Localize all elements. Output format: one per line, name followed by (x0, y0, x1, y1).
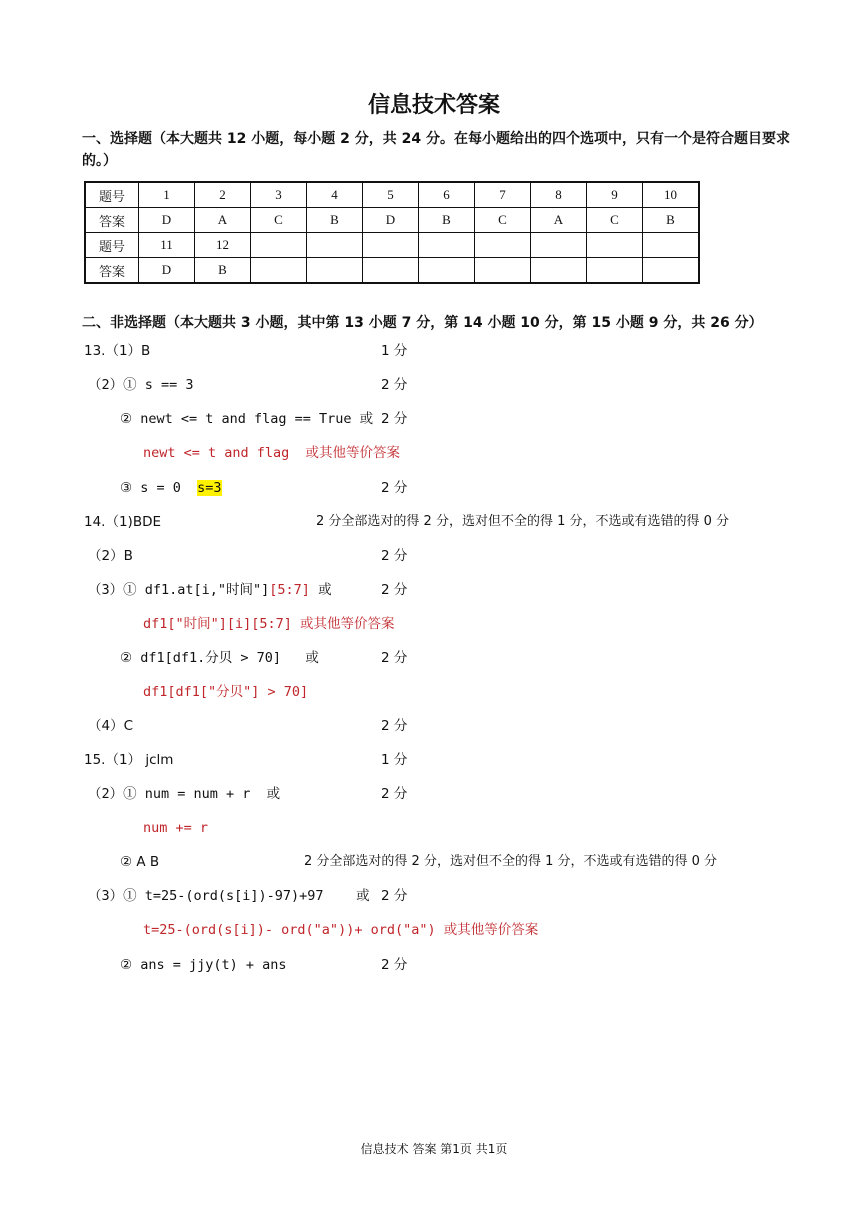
table-cell: 7 (475, 182, 531, 208)
table-cell (587, 258, 643, 284)
q14-part3-1-alt: df1["时间"][i][5:7] 或其他等价答案 (143, 616, 395, 632)
row-label: 题号 (85, 233, 139, 258)
table-cell: 2 (195, 182, 251, 208)
q14-part3-1-text: （3）① df1.at[i,"时间"] (88, 582, 270, 598)
q15-part1: 15.（1） jclm (84, 752, 174, 768)
table-cell (363, 233, 419, 258)
table-cell: A (531, 208, 587, 233)
table-cell: D (139, 258, 195, 284)
row-label: 答案 (85, 208, 139, 233)
q13-part2-2: ② newt <= t and flag == True 或 (120, 411, 374, 427)
q15-part2-2-note: 2 分全部选对的得 2 分，选对但不全的得 1 分，不选或有选错的得 0 分 (304, 854, 718, 869)
table-cell: C (251, 208, 307, 233)
page-footer: 信息技术 答案 第1页 共1页 (360, 1142, 508, 1156)
q14-part4-score: 2 分 (381, 718, 408, 734)
table-cell: 8 (531, 182, 587, 208)
q14-part1: 14.（1)BDE (84, 514, 162, 530)
table-cell (307, 233, 363, 258)
q15-part2-2: ② A B (120, 854, 160, 870)
table-cell: 6 (419, 182, 475, 208)
q14-part3-2-alt: df1[df1["分贝"] > 70] (143, 684, 309, 700)
q13-part2-1: （2）① s == 3 (88, 377, 194, 393)
q13-part2-2-score: 2 分 (381, 411, 408, 427)
table-row (85, 258, 699, 284)
table-cell (307, 258, 363, 284)
table-cell: 4 (307, 182, 363, 208)
table-cell: 9 (587, 182, 643, 208)
q15-part3-2: ② ans = jjy(t) + ans (120, 957, 287, 973)
q13-part2-3-score: 2 分 (381, 480, 408, 496)
table-row (85, 208, 699, 233)
q14-part3-1-or: 或 (309, 582, 332, 598)
q15-part3-1-score: 2 分 (381, 888, 408, 904)
table-cell: C (475, 208, 531, 233)
q14-part2-score: 2 分 (381, 548, 408, 564)
table-cell: A (195, 208, 251, 233)
q13-part1: 13.（1）B (84, 343, 151, 359)
q14-part2: （2）B (88, 548, 133, 564)
q15-part2-1-score: 2 分 (381, 786, 408, 802)
table-cell: B (307, 208, 363, 233)
table-cell (643, 258, 700, 284)
q13-part2-2-alt: newt <= t and flag 或其他等价答案 (143, 445, 401, 461)
table-cell: B (643, 208, 700, 233)
q15-part3-2-score: 2 分 (381, 957, 408, 973)
table-cell (251, 233, 307, 258)
table-cell (587, 233, 643, 258)
q14-part3-1-score: 2 分 (381, 582, 408, 598)
q13-part2-3 (120, 478, 222, 498)
q14-part1-note: 2 分全部选对的得 2 分，选对但不全的得 1 分，不选或有选错的得 0 分 (316, 514, 730, 529)
table-cell: B (419, 208, 475, 233)
table-cell (643, 233, 700, 258)
q14-part3-1 (88, 580, 332, 600)
table-cell (419, 233, 475, 258)
page-title: 信息技术答案 (367, 93, 500, 118)
table-cell (251, 258, 307, 284)
table-cell: D (363, 208, 419, 233)
answer-table (84, 181, 700, 284)
table-cell: 3 (251, 182, 307, 208)
highlighted-answer: s=3 (197, 480, 222, 496)
table-row (85, 182, 699, 208)
table-cell: 10 (643, 182, 700, 208)
table-cell: 1 (139, 182, 195, 208)
section1-heading: 一、选择题（本大题共 12 小题，每小题 2 分，共 24 分。在每小题给出的四个选项中，只有一个是符合题目要求的。） (82, 131, 790, 169)
row-label: 答案 (85, 258, 139, 284)
table-cell: B (195, 258, 251, 284)
table-cell: 12 (195, 233, 251, 258)
table-cell: C (587, 208, 643, 233)
q15-part2-1: （2）① num = num + r 或 (88, 786, 281, 802)
table-cell: 5 (363, 182, 419, 208)
table-cell (531, 233, 587, 258)
table-cell (419, 258, 475, 284)
q15-part2-1-alt: num += r (143, 820, 209, 836)
table-cell (475, 258, 531, 284)
q14-part3-2-score: 2 分 (381, 650, 408, 666)
q15-part1-score: 1 分 (381, 752, 408, 768)
q13-part1-score: 1 分 (381, 343, 408, 359)
table-cell (475, 233, 531, 258)
q14-part3-1-slice: [5:7] (269, 582, 310, 598)
table-cell: 11 (139, 233, 195, 258)
table-cell (531, 258, 587, 284)
q13-part2-1-score: 2 分 (381, 377, 408, 393)
section2-heading: 二、非选择题（本大题共 3 小题，其中第 13 小题 7 分，第 14 小题 10 分，第 15 小题 9 分，共 26 分） (82, 315, 763, 331)
table-cell: D (139, 208, 195, 233)
row-label: 题号 (85, 182, 139, 208)
table-cell (363, 258, 419, 284)
q14-part3-2: ② df1[df1.分贝 > 70] 或 (120, 650, 319, 666)
q14-part4: （4）C (88, 718, 134, 734)
q13-part2-3-text: ③ s = 0 (120, 480, 198, 496)
table-row (85, 233, 699, 258)
q15-part3-1-alt: t=25-(ord(s[i])- ord("a"))+ ord("a") 或其他等价答案 (143, 922, 539, 938)
q15-part3-1: （3）① t=25-(ord(s[i])-97)+97 或 (88, 888, 370, 904)
